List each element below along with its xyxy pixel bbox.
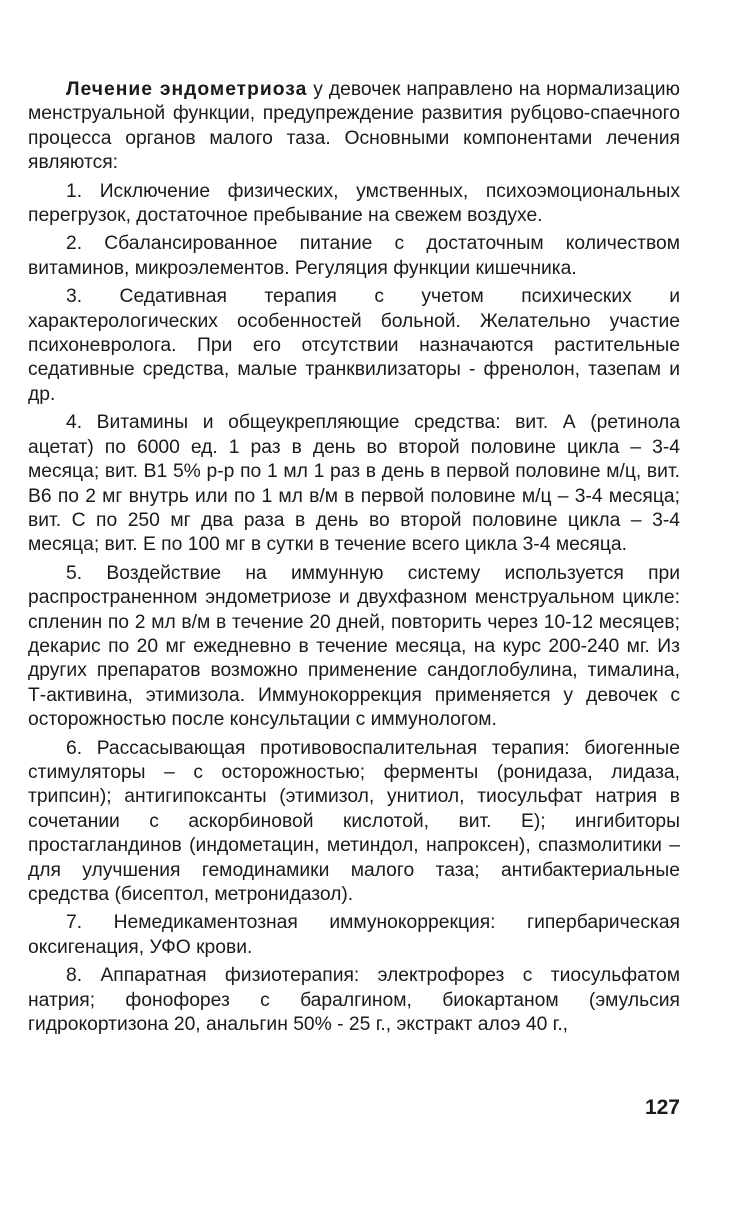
intro-text: у девочек направлено на нормализацию менструальной функции, предупреждение развития рубцово-спаечного процесса органов малого таза. Основными компонентами лечения являются: (28, 79, 681, 174)
document-page (28, 78, 680, 1078)
list-item-8: 8. Аппаратная физиотерапия: электрофорез с тиосульфатом натрия; фонофорез с баралгином, биокартаном (эмульсия гидрокортизона 20, анальгин 50% - 25 г., экстракт алоэ 40 г., (28, 965, 680, 1036)
list-item-2: 2. Сбалансированное питание с достаточным количеством витаминов, микроэлементов. Регуляция функции кишечника. (28, 233, 680, 279)
list-item-4: 4. Витамины и общеукрепляющие средства: вит. А (ретинола ацетат) по 6000 ед. 1 раз в день во второй половине цикла – 3-4 месяца; вит. В1 5% р-р по 1 мл 1 раз в день в первой половине м/ц, вит. В6 по 2 мг внутрь или по 1 мл в/м в первой половине м/ц – 3-4 месяца; вит. С по 250 мг два раза в день во второй половине цикла – 3-4 месяца; вит. Е по 100 мг в сутки в течение всего цикла 3-4 месяца. (28, 412, 680, 556)
list-item-1: 1. Исключение физических, умственных, психоэмоциональных перегрузок, достаточное пребывание на свежем воздухе. (28, 180, 680, 227)
page-number: 127 (644, 1096, 680, 1119)
list-item-5: 5. Воздействие на иммунную систему используется при распространенном эндометриозе и двухфазном менструальном цикле: спленин по 2 мл в/м в течение 20 дней, повторить через 10-12 месяцев; декарис по 20 мг ежедневно в течение месяца, на курс 200-240 мг. Из других препаратов возможно применение сандоглобулина, тималина, Т-активина, этимизола. Иммунокоррекция применяется у девочек с осторожностью после консультации с иммунологом. (28, 562, 680, 731)
list-item-6: 6. Рассасывающая противовоспалительная терапия: биогенные стимуляторы – с осторожностью; ферменты (ронидаза, лидаза, трипсин); антигипоксанты (этимизол, унитиол, тиосульфат натрия в сочетании с аскорбиновой кислотой, вит. Е); ингибиторы простагландинов (индометацин, метиндол, напроксен), спазмолитики – для улучшения гемодинамики малого таза; антибактериальные средства (бисептол, метронидазол). (28, 737, 680, 905)
list-item-3: 3. Седативная терапия с учетом психических и характерологических особенностей больной. Желательно участие психоневролога. При его отсутствии назначаются растительные седативные средства, малые транквилизаторы - френолон, тазепам и др. (28, 286, 680, 405)
intro-lead-term: Лечение эндометриоза (66, 79, 308, 100)
list-item-7: 7. Немедикаментозная иммунокоррекция: гипербарическая оксигенация, УФО крови. (28, 912, 680, 958)
intro-paragraph (28, 78, 680, 176)
